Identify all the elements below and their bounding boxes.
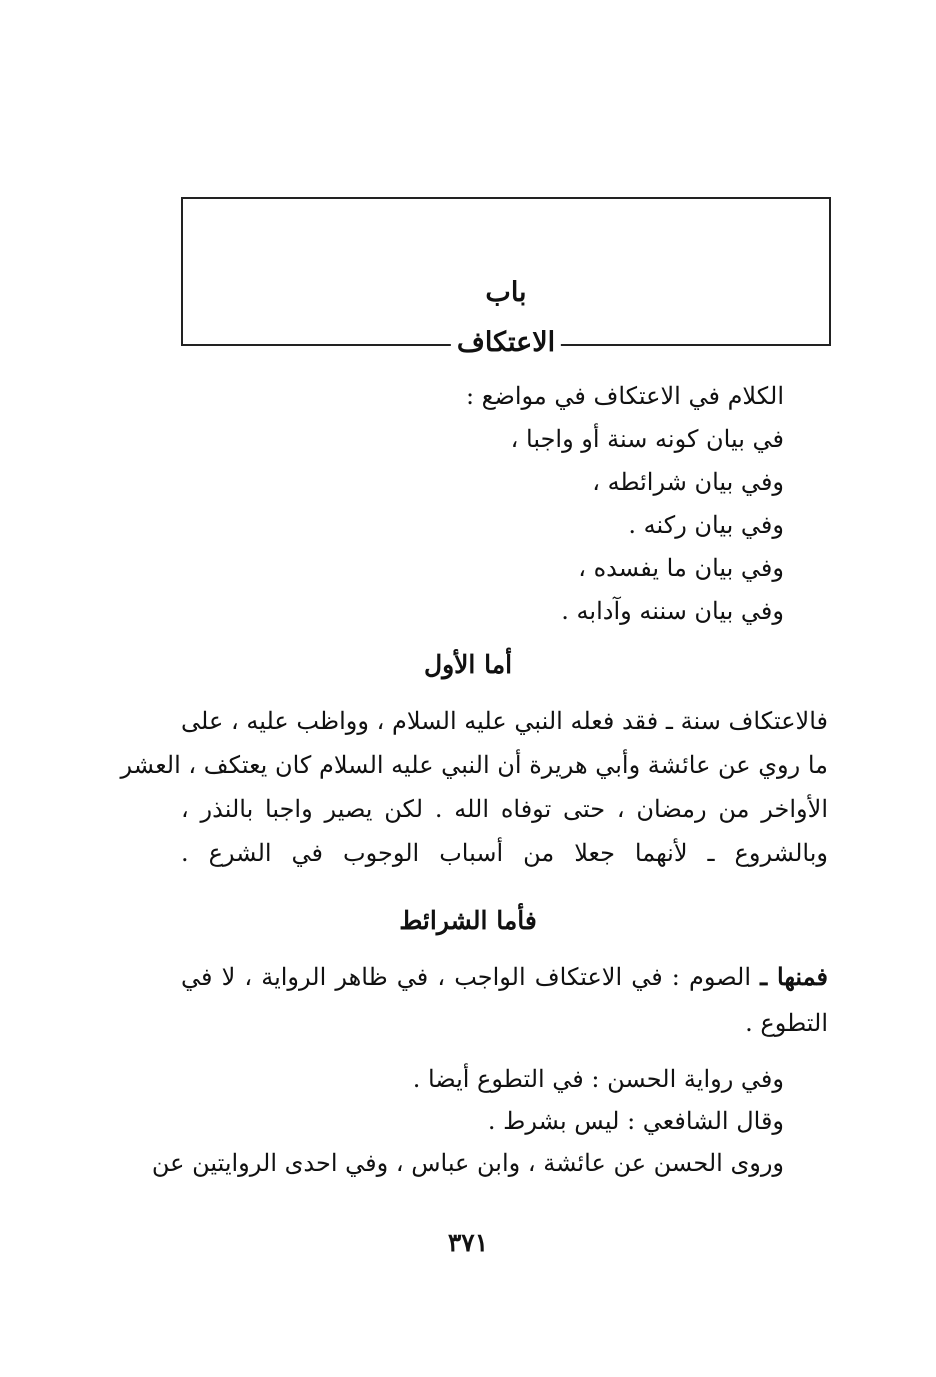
intro-item-1: في بيان كونه سنة أو واجبا ،: [510, 425, 784, 453]
chapter-title: الاعتكاف: [451, 327, 561, 358]
section2-line-3: وفي رواية الحسن : في التطوع أيضا .: [412, 1065, 784, 1093]
intro-item-5: وفي بيان سننه وآدابه .: [561, 597, 784, 625]
section1-line-3: الأواخر من رمضان ، حتى توفاه الله . لكن يصير واجبا بالنذر ،: [181, 795, 828, 823]
section2-line-5: وروى الحسن عن عائشة ، وابن عباس ، وفي احدى الروايتين عن: [151, 1149, 784, 1177]
section2-line-2: التطوع .: [745, 1009, 828, 1037]
intro-item-2: وفي بيان شرائطه ،: [592, 468, 784, 496]
section2-line-1-text: الصوم : في الاعتكاف الواجب ، في ظاهر الرواية ، لا في: [181, 963, 752, 991]
intro-lead: الكلام في الاعتكاف في مواضع :: [465, 382, 784, 410]
section1-line-1: فالاعتكاف سنة ـ فقد فعله النبي عليه السلام ، وواظب عليه ، على: [181, 707, 828, 735]
section2-line-4: وقال الشافعي : ليس بشرط .: [487, 1107, 784, 1135]
chapter-word: باب: [485, 277, 527, 308]
section2-line-1: [181, 962, 828, 992]
section1-line-4: وبالشروع ـ لأنهما جعلا من أسباب الوجوب في الشرع .: [181, 839, 828, 867]
section-heading-first: أما الأول: [423, 650, 513, 679]
intro-item-3: وفي بيان ركنه .: [628, 511, 784, 539]
section2-lead: فمنها ـ: [760, 962, 828, 991]
section1-line-2: ما روي عن عائشة وأبي هريرة أن النبي عليه السلام كان يعتكف ، العشر: [120, 751, 828, 779]
chapter-header-box: [181, 197, 831, 358]
section-heading-conditions: فأما الشرائط: [399, 906, 537, 935]
page-number: ٣٧١: [447, 1228, 489, 1257]
intro-item-4: وفي بيان ما يفسده ،: [578, 554, 784, 582]
